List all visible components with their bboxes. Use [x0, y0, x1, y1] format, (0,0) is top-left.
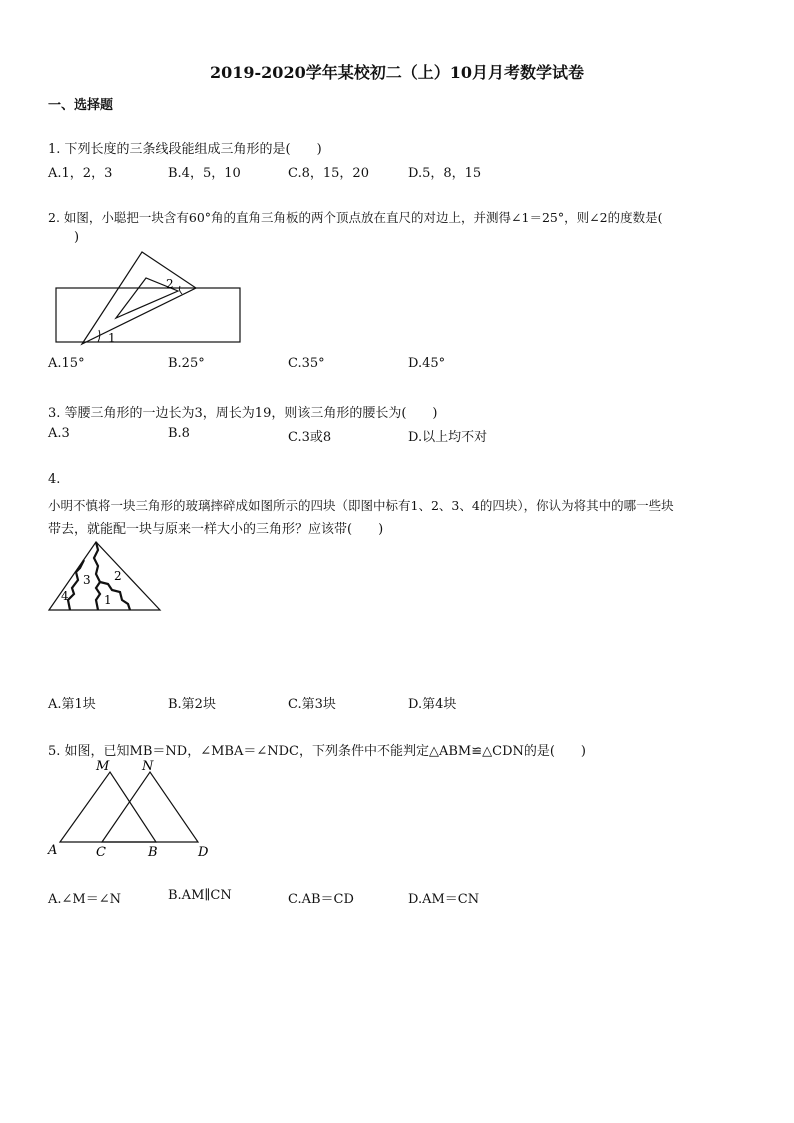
q5-option-c: C.AB＝CD	[288, 892, 354, 907]
ruler	[56, 288, 240, 342]
question-4-stem-line2: 带去，就能配一块与原来一样大小的三角形？应该带( )	[48, 522, 384, 537]
q4-broken-glass-figure	[46, 538, 164, 614]
q1-option-a: A.1，2，3	[48, 166, 113, 181]
q1-option-d: D.5，8，15	[408, 166, 482, 181]
triangle-abm	[60, 772, 156, 842]
q3-option-c: C.3或8	[288, 430, 332, 445]
q5-triangles-figure	[46, 756, 216, 862]
q4-option-d: D.第4块	[408, 697, 457, 712]
page-title: 2019-2020学年某校初二（上）10月月考数学试卷	[210, 63, 584, 82]
question-5-stem: 5. 如图，已知MB＝ND，∠MBA＝∠NDC，下列条件中不能判定△ABM≌△CDN的是( )	[48, 744, 587, 759]
q5-option-b: B.AM∥CN	[168, 888, 232, 903]
q2-option-c: C.35°	[288, 356, 325, 371]
q2-ruler-triangle-figure	[52, 248, 244, 348]
q3-option-a: A.3	[48, 426, 70, 441]
q3-option-d: D.以上均不对	[408, 430, 488, 445]
question-4-number: 4.	[48, 472, 61, 487]
q4-option-a: A.第1块	[48, 697, 96, 712]
point-n-label: N	[142, 759, 154, 774]
piece-3-label: 3	[83, 573, 91, 587]
q3-option-b: B.8	[168, 426, 190, 441]
q5-option-a: A.∠M＝∠N	[48, 892, 121, 907]
point-b-label: B	[148, 845, 158, 860]
q2-option-b: B.25°	[168, 356, 205, 371]
point-d-label: D	[198, 845, 209, 860]
piece-1-label: 1	[104, 593, 112, 607]
piece-4-label: 4	[61, 589, 69, 603]
q5-option-d: D.AM＝CN	[408, 892, 480, 907]
question-2-stem-line2: )	[74, 230, 80, 245]
question-1-stem: 1. 下列长度的三条线段能组成三角形的是( )	[48, 142, 322, 157]
q1-option-c: C.8，15，20	[288, 166, 369, 181]
angle-1-label: 1	[108, 331, 116, 345]
crack-left	[68, 560, 84, 610]
point-a-label: A	[48, 843, 58, 858]
angle-2-arc	[179, 286, 182, 294]
piece-2-label: 2	[114, 569, 122, 583]
section-heading: 一、选择题	[48, 98, 114, 113]
question-3-stem: 3. 等腰三角形的一边长为3，周长为19，则该三角形的腰长为( )	[48, 406, 438, 421]
q1-option-b: B.4，5，10	[168, 166, 241, 181]
q2-option-d: D.45°	[408, 356, 446, 371]
q2-option-a: A.15°	[48, 356, 85, 371]
question-2-stem-line1: 2. 如图，小聪把一块含有60°角的直角三角板的两个顶点放在直尺的对边上，并测得∠1＝25°，则∠2的度数是(	[48, 210, 663, 225]
q4-option-c: C.第3块	[288, 697, 336, 712]
question-4-stem-line1: 小明不慎将一块三角形的玻璃摔碎成如图所示的四块（即图中标有1、2、3、4的四块），你认为将其中的哪一些块	[48, 498, 674, 513]
angle-2-label: 2	[166, 277, 174, 291]
q4-option-b: B.第2块	[168, 697, 216, 712]
point-m-label: M	[96, 759, 110, 774]
point-c-label: C	[96, 845, 106, 860]
crack-middle	[94, 542, 100, 610]
